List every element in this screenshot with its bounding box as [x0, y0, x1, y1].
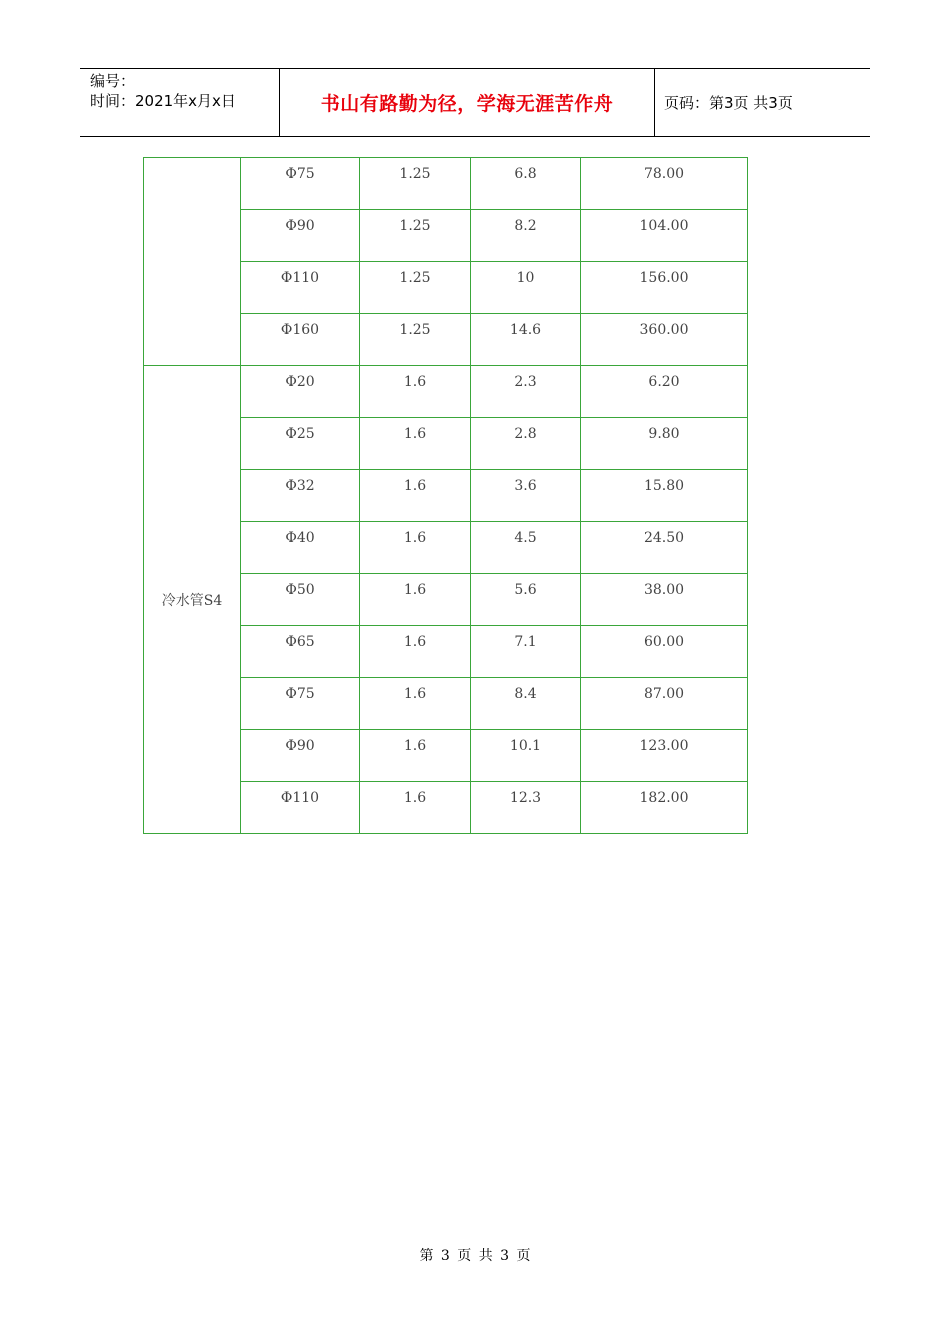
wall-thickness-cell: 3.6 — [471, 470, 581, 522]
pressure-cell: 1.25 — [360, 314, 471, 366]
pipe-diameter-cell: Φ160 — [241, 314, 360, 366]
document-number-label: 编号： — [90, 72, 136, 90]
pipe-diameter-cell: Φ90 — [241, 210, 360, 262]
price-cell: 38.00 — [581, 574, 748, 626]
pipe-diameter-cell: Φ65 — [241, 626, 360, 678]
pressure-cell: 1.6 — [360, 470, 471, 522]
pipe-category-cell: 冷水管S4 — [144, 366, 241, 834]
wall-thickness-cell: 8.2 — [471, 210, 581, 262]
wall-thickness-cell: 8.4 — [471, 678, 581, 730]
header-page-label: 页码：第3页 共3页 — [664, 94, 793, 112]
pipe-diameter-cell: Φ75 — [241, 158, 360, 210]
pressure-cell: 1.6 — [360, 574, 471, 626]
document-time-label: 时间：2021年x月x日 — [90, 92, 236, 110]
pipe-category-cell — [144, 158, 241, 366]
pressure-cell: 1.6 — [360, 522, 471, 574]
pipe-diameter-cell: Φ110 — [241, 262, 360, 314]
pipe-diameter-cell: Φ75 — [241, 678, 360, 730]
price-cell: 182.00 — [581, 782, 748, 834]
price-cell: 60.00 — [581, 626, 748, 678]
price-cell: 104.00 — [581, 210, 748, 262]
wall-thickness-cell: 10 — [471, 262, 581, 314]
wall-thickness-cell: 7.1 — [471, 626, 581, 678]
pipe-spec-table — [143, 157, 748, 834]
price-cell: 156.00 — [581, 262, 748, 314]
pressure-cell: 1.6 — [360, 730, 471, 782]
pressure-cell: 1.6 — [360, 782, 471, 834]
pressure-cell: 1.25 — [360, 262, 471, 314]
table-row — [144, 158, 748, 210]
wall-thickness-cell: 2.3 — [471, 366, 581, 418]
price-cell: 15.80 — [581, 470, 748, 522]
wall-thickness-cell: 14.6 — [471, 314, 581, 366]
pressure-cell: 1.25 — [360, 158, 471, 210]
price-cell: 6.20 — [581, 366, 748, 418]
header-motto: 书山有路勤为径，学海无涯苦作舟 — [280, 69, 655, 136]
pipe-diameter-cell: Φ40 — [241, 522, 360, 574]
pipe-diameter-cell: Φ90 — [241, 730, 360, 782]
pressure-cell: 1.6 — [360, 366, 471, 418]
price-cell: 123.00 — [581, 730, 748, 782]
wall-thickness-cell: 4.5 — [471, 522, 581, 574]
price-cell: 360.00 — [581, 314, 748, 366]
pressure-cell: 1.6 — [360, 626, 471, 678]
pressure-cell: 1.25 — [360, 210, 471, 262]
pipe-diameter-cell: Φ110 — [241, 782, 360, 834]
wall-thickness-cell: 12.3 — [471, 782, 581, 834]
wall-thickness-cell: 2.8 — [471, 418, 581, 470]
pipe-diameter-cell: Φ25 — [241, 418, 360, 470]
price-cell: 24.50 — [581, 522, 748, 574]
price-cell: 78.00 — [581, 158, 748, 210]
pipe-diameter-cell: Φ32 — [241, 470, 360, 522]
page-header — [80, 68, 870, 137]
pressure-cell: 1.6 — [360, 418, 471, 470]
page-footer: 第 3 页 共 3 页 — [419, 1248, 531, 1264]
header-meta — [80, 69, 280, 136]
price-cell: 9.80 — [581, 418, 748, 470]
pressure-cell: 1.6 — [360, 678, 471, 730]
price-cell: 87.00 — [581, 678, 748, 730]
wall-thickness-cell: 5.6 — [471, 574, 581, 626]
table-row — [144, 366, 748, 418]
pipe-diameter-cell: Φ50 — [241, 574, 360, 626]
wall-thickness-cell: 6.8 — [471, 158, 581, 210]
wall-thickness-cell: 10.1 — [471, 730, 581, 782]
pipe-diameter-cell: Φ20 — [241, 366, 360, 418]
